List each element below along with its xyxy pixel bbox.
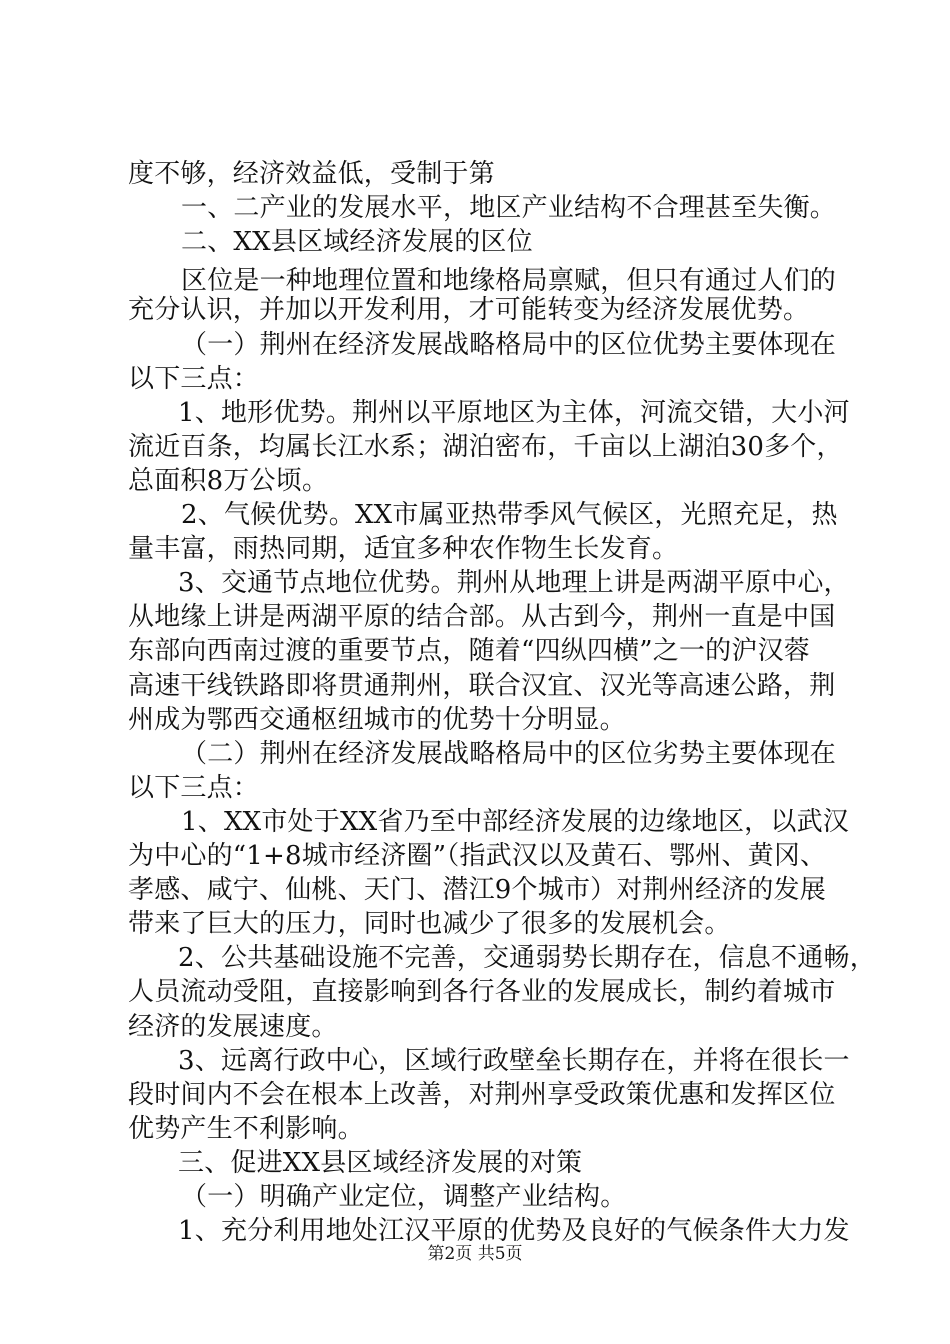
section-heading: 二、XX县区域经济发展的区位 (181, 227, 533, 257)
text-line: 从地缘上讲是两湖平原的结合部。从古到今，荆州一直是中国 (128, 602, 836, 632)
text-line: 1、XX市处于XX省乃至中部经济发展的边缘地区，以武汉 (181, 807, 849, 837)
text-line: 总面积8万公顷。 (128, 466, 329, 496)
text-line: 以下三点： (128, 773, 260, 803)
text-line: 带来了巨大的压力，同时也减少了很多的发展机会。 (128, 909, 731, 939)
text-line: 2、公共基础设施不完善，交通弱势长期存在，信息不通畅， (178, 943, 876, 973)
text-line: 高速干线铁路即将贯通荆州，联合汉宜、汉光等高速公路，荆 (128, 671, 836, 701)
text-line: 州成为鄂西交通枢纽城市的优势十分明显。 (128, 705, 626, 735)
text-line: 经济的发展速度。 (128, 1012, 338, 1042)
text-line: 段时间内不会在根本上改善，对荆州享受政策优惠和发挥区位 (128, 1080, 836, 1110)
subsection-heading: （一）明确产业定位，调整产业结构。 (181, 1182, 627, 1212)
text-line: 为中心的“1+8城市经济圈”（指武汉以及黄石、鄂州、黄冈、 (128, 841, 827, 871)
text-line: 以下三点： (128, 364, 260, 394)
text-line: 流近百条，均属长江水系；湖泊密布，千亩以上湖泊30多个， (128, 432, 843, 462)
text-line: 度不够，经济效益低，受制于第 (128, 159, 495, 189)
text-line: 人员流动受阻，直接影响到各行各业的发展成长，制约着城市 (128, 977, 836, 1007)
section-heading: 三、促进XX县区域经济发展的对策 (178, 1148, 583, 1178)
text-line: 3、远离行政中心，区域行政壁垒长期存在，并将在很长一 (178, 1046, 850, 1076)
text-line: 充分认识，并加以开发利用，才可能转变为经济发展优势。 (128, 295, 810, 325)
text-line: 量丰富，雨热同期，适宜多种农作物生长发育。 (128, 534, 679, 564)
text-line: 区位是一种地理位置和地缘格局禀赋，但只有通过人们的 (181, 266, 837, 296)
text-line: 3、交通节点地位优势。荆州从地理上讲是两湖平原中心， (178, 568, 850, 598)
text-line: 1、地形优势。荆州以平原地区为主体，河流交错，大小河 (178, 398, 850, 428)
text-line: 优势产生不利影响。 (128, 1114, 364, 1144)
text-line: 一、二产业的发展水平，地区产业结构不合理甚至失衡。 (181, 193, 837, 223)
page-footer: 第2页 共5页 (427, 1244, 523, 1264)
text-line: 东部向西南过渡的重要节点，随着“四纵四横”之一的沪汉蓉 (128, 636, 810, 666)
text-line: 1、充分利用地处江汉平原的优势及良好的气候条件大力发 (178, 1216, 850, 1246)
subsection-heading: （一）荆州在经济发展战略格局中的区位优势主要体现在 (181, 330, 837, 360)
text-line: 孝感、咸宁、仙桃、天门、潜江9个城市）对荆州经济的发展 (128, 875, 826, 905)
text-line: 2、气候优势。XX市属亚热带季风气候区，光照充足，热 (181, 500, 838, 530)
subsection-heading: （二）荆州在经济发展战略格局中的区位劣势主要体现在 (181, 739, 837, 769)
